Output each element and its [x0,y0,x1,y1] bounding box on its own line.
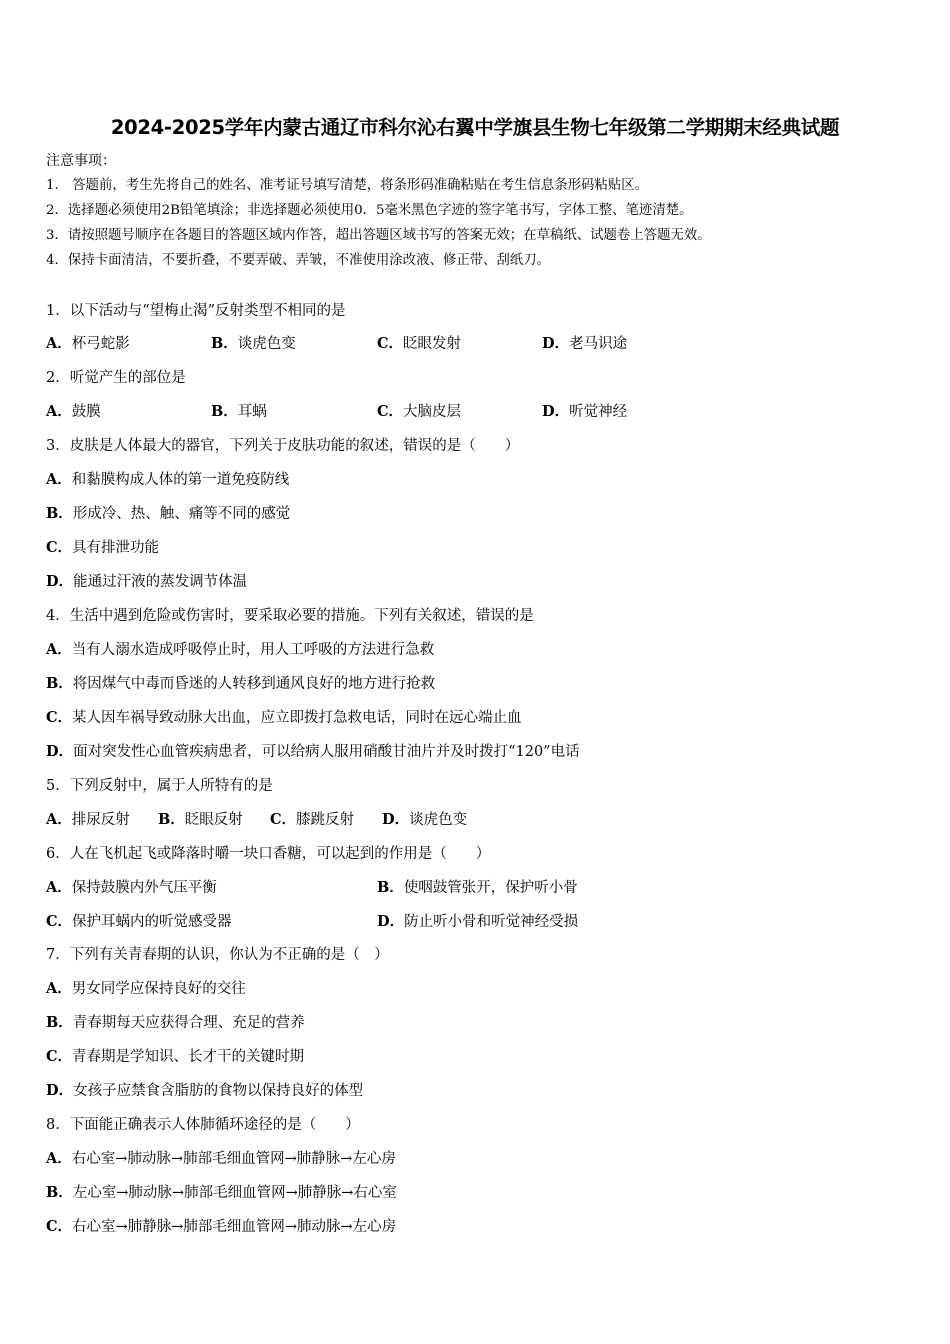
option-a: A．和黏膜构成人体的第一道免疫防线 [46,471,290,488]
option-c: C．膝跳反射 [270,811,355,828]
option-d: D．能通过汗液的蒸发调节体温 [46,573,248,590]
question-stem: 3．皮肤是人体最大的器官，下列关于皮肤功能的叙述，错误的是（ ） [46,438,520,454]
option-d: D．面对突发性心血管疾病患者，可以给病人服用硝酸甘油片并及时拨打“120”电话 [46,743,580,760]
option-b: B．青春期每天应获得合理、充足的营养 [46,1014,305,1031]
question-stem: 1．以下活动与“望梅止渴”反射类型不相同的是 [46,303,346,319]
notes-heading: 注意事项： [46,153,116,169]
question-stem: 7．下列有关青春期的认识，你认为不正确的是（ ） [46,947,389,963]
option-a: A．杯弓蛇影 [46,335,130,352]
option-d: D．谈虎色变 [382,811,468,828]
option-c: C．右心室→肺静脉→肺部毛细血管网→肺动脉→左心房 [46,1218,397,1235]
question-stem: 4．生活中遇到危险或伤害时，要采取必要的措施。下列有关叙述，错误的是 [46,608,534,624]
option-c: C．某人因车祸导致动脉大出血，应立即拨打急救电话，同时在远心端止血 [46,709,522,726]
option-c: C．眨眼发射 [377,335,462,352]
option-b: B．谈虎色变 [211,335,296,352]
note-item: 3．请按照题号顺序在各题目的答题区域内作答，超出答题区域书写的答案无效；在草稿纸、试题卷上答题无效。 [46,228,711,243]
option-d: D．防止听小骨和听觉神经受损 [377,913,579,930]
note-item: 4．保持卡面清洁，不要折叠，不要弄破、弄皱，不准使用涂改液、修正带、刮纸刀。 [46,253,550,268]
option-a: A．男女同学应保持良好的交往 [46,980,246,997]
option-c: C．青春期是学知识、长才干的关键时期 [46,1048,305,1065]
note-item: 2．选择题必须使用2B铅笔填涂；非选择题必须使用0．5毫米黑色字迹的签字笔书写，字体工整、笔迹清楚。 [46,203,693,218]
option-b: B．形成冷、热、触、痛等不同的感觉 [46,505,291,522]
option-c: C．保护耳蜗内的听觉感受器 [46,913,232,930]
page-title: 2024-2025学年内蒙古通辽市科尔沁右翼中学旗县生物七年级第二学期期末经典试题 [110,116,840,139]
option-d: D．听觉神经 [542,403,628,420]
option-a: A．排尿反射 [46,811,130,828]
option-b: B．眨眼反射 [158,811,243,828]
option-a: A．当有人溺水造成呼吸停止时，用人工呼吸的方法进行急救 [46,641,435,658]
option-a: A．右心室→肺动脉→肺部毛细血管网→肺静脉→左心房 [46,1150,396,1167]
question-stem: 6．人在飞机起飞或降落时嚼一块口香糖，可以起到的作用是（ ） [46,846,491,862]
option-c: C．大脑皮层 [377,403,462,420]
option-a: A．鼓膜 [46,403,101,420]
option-b: B．左心室→肺动脉→肺部毛细血管网→肺静脉→右心室 [46,1184,397,1201]
option-c: C．具有排泄功能 [46,539,160,556]
option-b: B．使咽鼓管张开，保护听小骨 [377,879,578,896]
option-d: D．女孩子应禁食含脂肪的食物以保持良好的体型 [46,1082,364,1099]
question-stem: 8．下面能正确表示人体肺循环途径的是（ ） [46,1117,360,1133]
note-item: 1． 答题前，考生先将自己的姓名、准考证号填写清楚，将条形码准确粘贴在考生信息条形码粘贴区。 [46,178,648,193]
option-d: D．老马识途 [542,335,628,352]
question-stem: 2．听觉产生的部位是 [46,370,186,386]
question-stem: 5．下列反射中，属于人所特有的是 [46,778,273,794]
option-b: B．将因煤气中毒而昏迷的人转移到通风良好的地方进行抢救 [46,675,436,692]
option-a: A．保持鼓膜内外气压平衡 [46,879,217,896]
option-b: B．耳蜗 [211,403,267,420]
